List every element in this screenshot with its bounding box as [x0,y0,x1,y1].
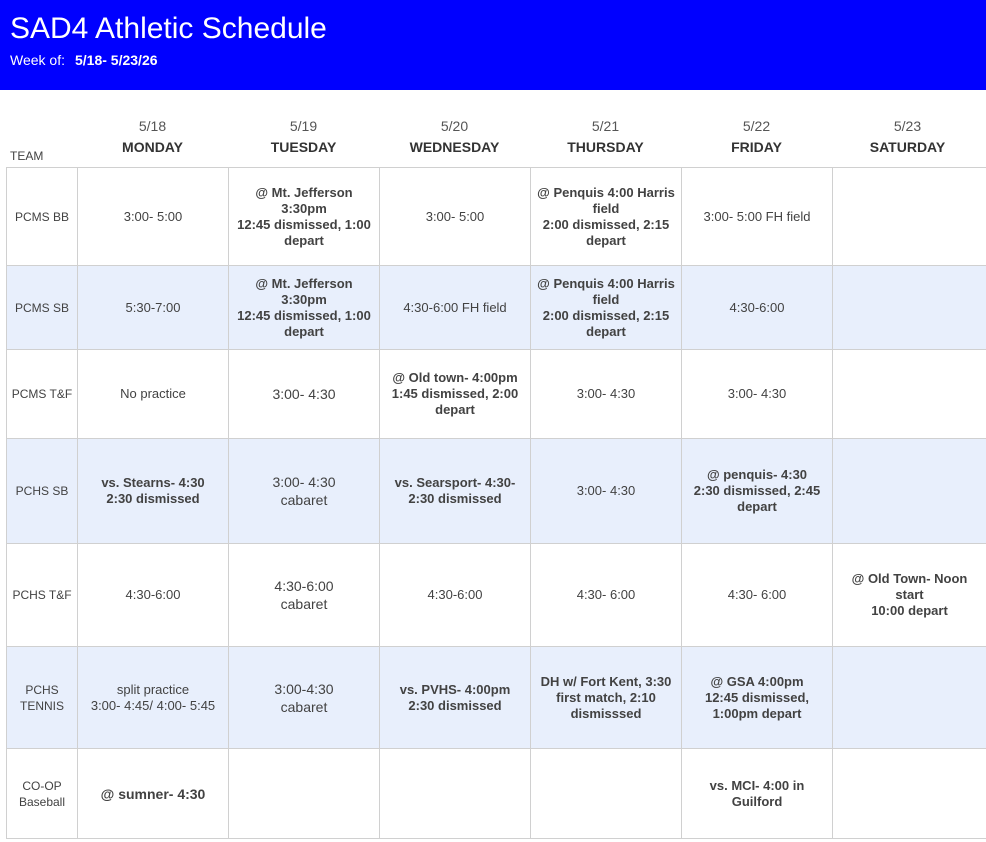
day-header-tuesday [228,116,379,158]
cell-text-line: 10:00 depart [871,603,948,618]
day-date: 5/22 [742,118,771,134]
schedule-cell [833,350,986,439]
schedule-cell [78,647,229,749]
schedule-cell [229,350,380,439]
team-name-cell: PCHS SB [7,439,78,544]
schedule-cell [531,647,682,749]
team-name-cell: PCMS T&F [7,350,78,439]
cell-text-line: 3:00- 4:30 [272,386,336,402]
table-row [7,749,986,839]
cell-text-line: 2:30 dismissed [408,491,502,506]
cell-text-line: @ Old town- 4:00pm [392,370,518,385]
day-header-saturday [832,116,983,158]
cell-text-line: 3:00- 4:30 [576,483,636,498]
cell-text-line: split practice [116,681,190,697]
schedule-cell [833,647,986,749]
table-row [7,647,986,749]
schedule-cell [380,544,531,647]
table-row [7,544,986,647]
cell-text-line: cabaret [280,492,328,508]
schedule-cell [531,749,682,839]
day-date: 5/18 [138,118,167,134]
schedule-cell [833,266,986,350]
schedule-cell [78,439,229,544]
day-header-thursday [530,116,681,158]
schedule-cell [78,749,229,839]
cell-text-line: @ penquis- 4:30 [706,467,808,482]
table-row [7,350,986,439]
schedule-table [6,167,986,839]
table-row [7,439,986,544]
cell-text-line: @ Penquis 4:00 Harris field [537,275,675,307]
schedule-cell [229,439,380,544]
cell-text-line: 2:30 dismissed [106,491,200,506]
day-name: THURSDAY [567,139,644,155]
schedule-cell [78,168,229,266]
team-column-header: TEAM [10,149,44,163]
schedule-cell [833,439,986,544]
schedule-cell [682,168,833,266]
schedule-cell [78,544,229,647]
cell-text-line: 4:30-6:00 FH field [403,299,507,315]
day-header-friday [681,116,832,158]
cell-text-line: cabaret [280,698,328,715]
schedule-body [7,168,986,839]
schedule-cell [682,647,833,749]
day-header-monday [77,116,228,158]
cell-text-line: 5:30-7:00 [125,299,181,315]
schedule-cell [380,647,531,749]
cell-text-line: 3:30pm [281,200,327,216]
cell-text-line: cabaret [280,596,328,612]
cell-text-line: 3:30pm [281,291,327,307]
cell-text-line: 2:30 dismissed, 2:45 depart [693,483,821,514]
cell-text-line: 4:30-6:00 [125,587,181,602]
team-name-cell: PCHS T&F [7,544,78,647]
schedule-cell [229,266,380,350]
schedule-cell [380,749,531,839]
schedule-cell [78,266,229,350]
day-name: WEDNESDAY [409,139,500,155]
page-title: SAD4 Athletic Schedule [10,12,327,45]
schedule-cell [229,749,380,839]
schedule-cell [531,350,682,439]
schedule-cell [380,439,531,544]
day-name: TUESDAY [270,139,337,155]
schedule-cell [380,168,531,266]
cell-text-line: 4:30-6:00 [729,299,785,315]
cell-text-line: @ Old Town- Noon start [851,571,968,602]
schedule-cell [833,168,986,266]
team-name-cell: PCHS TENNIS [7,647,78,749]
schedule-cell [531,266,682,350]
cell-text-line: 3:00- 4:30 [727,386,787,401]
schedule-cell [380,266,531,350]
day-date: 5/20 [440,118,469,134]
cell-text-line: 3:00- 5:00 [425,208,485,224]
day-date: 5/21 [591,118,620,134]
schedule-cell [833,749,986,839]
schedule-cell [682,266,833,350]
team-name-cell: PCMS SB [7,266,78,350]
day-date: 5/23 [893,118,922,134]
schedule-cell [682,544,833,647]
team-name-cell: PCMS BB [7,168,78,266]
week-range: 5/18- 5/23/26 [75,52,158,68]
day-name: FRIDAY [731,139,782,155]
cell-text-line: 3:00- 4:30 [272,474,336,490]
cell-text-line: @ Mt. Jefferson [255,275,353,291]
cell-text-line: vs. MCI- 4:00 in Guilford [709,777,805,809]
cell-text-line: 4:30-6:00 [427,587,483,602]
cell-text-line: vs. Searsport- 4:30- [394,475,516,490]
table-row [7,168,986,266]
schedule-cell [380,350,531,439]
cell-text-line: 2:30 dismissed [408,697,502,713]
cell-text-line: 12:45 dismissed, 1:00 depart [237,216,371,248]
cell-text-line: @ sumner- 4:30 [100,785,206,802]
title-banner [0,0,986,90]
team-name-cell: CO-OP Baseball [7,749,78,839]
schedule-cell [229,168,380,266]
schedule-cell [682,350,833,439]
cell-text-line: DH w/ Fort Kent, 3:30 first match, 2:10 dismisssed [540,673,672,721]
table-row [7,266,986,350]
cell-text-line: 3:00- 5:00 [123,208,183,224]
cell-text-line: @ Penquis 4:00 Harris field [537,184,675,216]
schedule-cell [78,350,229,439]
schedule-cell [531,544,682,647]
cell-text-line: No practice [120,386,186,401]
schedule-cell [531,168,682,266]
cell-text-line: 12:45 dismissed, 1:00pm depart [704,689,810,721]
cell-text-line: 1:45 dismissed, 2:00 depart [391,386,519,417]
day-name: MONDAY [122,139,183,155]
schedule-cell [682,749,833,839]
cell-text-line: @ GSA 4:00pm [710,673,804,689]
week-line [10,51,158,69]
schedule-cell [229,544,380,647]
cell-text-line: 4:30- 6:00 [727,587,787,602]
cell-text-line: 3:00- 5:00 FH field [703,208,811,224]
cell-text-line: 4:30- 6:00 [576,587,636,602]
schedule-cell [229,647,380,749]
cell-text-line: 2:00 dismissed, 2:15 depart [542,307,670,339]
cell-text-line: 3:00-4:30 [274,680,334,697]
cell-text-line: vs. Stearns- 4:30 [101,475,205,490]
week-label: Week of: [10,52,65,68]
cell-text-line: 4:30-6:00 [274,578,334,594]
cell-text-line: 12:45 dismissed, 1:00 depart [237,307,371,339]
schedule-cell [682,439,833,544]
schedule-cell [531,439,682,544]
cell-text-line: 2:00 dismissed, 2:15 depart [542,216,670,248]
cell-text-line: vs. PVHS- 4:00pm [399,681,511,697]
day-date: 5/19 [289,118,318,134]
cell-text-line: 3:00- 4:30 [576,386,636,401]
cell-text-line: @ Mt. Jefferson [255,184,353,200]
day-name: SATURDAY [869,139,946,155]
schedule-cell [833,544,986,647]
day-header-wednesday [379,116,530,158]
cell-text-line: 3:00- 4:45/ 4:00- 5:45 [90,697,216,713]
